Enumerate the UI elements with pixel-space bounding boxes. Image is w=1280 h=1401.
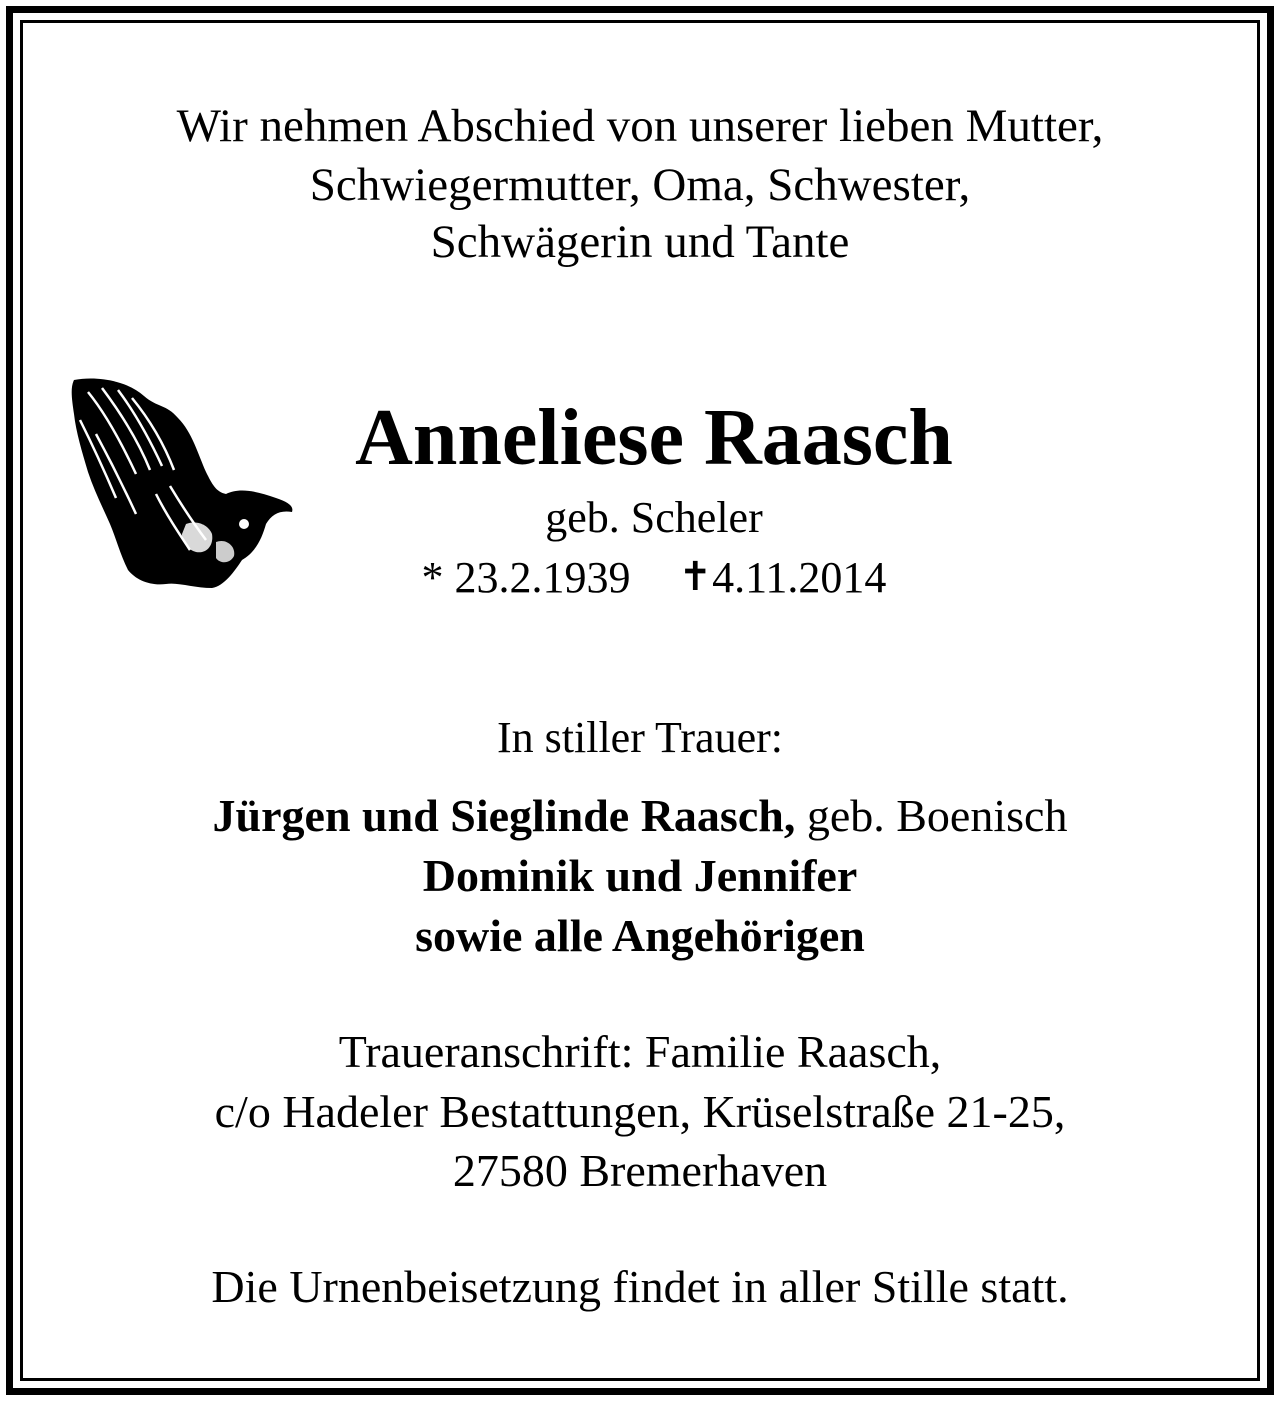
- intro-line-1: Wir nehmen Abschied von unserer lieben Mutter,: [176, 100, 1104, 152]
- maiden-name: geb. Scheler: [545, 493, 763, 542]
- intro-line-3: Schwägerin und Tante: [430, 216, 850, 268]
- mourners-line-2: [0, 850, 1280, 901]
- cross-icon: ✝: [678, 554, 713, 599]
- deceased-name: Anneliese Raasch: [355, 394, 953, 482]
- mourners-relatives: sowie alle Angehörigen: [415, 910, 865, 961]
- mourners-maiden-name: geb. Boenisch: [806, 790, 1068, 841]
- mourners-line-1: [0, 790, 1280, 841]
- mourning-heading: In stiller Trauer:: [497, 713, 783, 762]
- life-dates: [14, 553, 1280, 602]
- closing-note: Die Urnenbeisetzung findet in aller Stille statt.: [211, 1261, 1069, 1312]
- address-line-3: 27580 Bremerhaven: [452, 1145, 828, 1196]
- mourners-line-3: [0, 910, 1280, 961]
- birth-date: * 23.2.1939: [421, 553, 631, 602]
- address-line-2: c/o Hadeler Bestattungen, Krüselstraße 21-25,: [214, 1086, 1066, 1137]
- death-date: 4.11.2014: [712, 553, 887, 602]
- intro-line-2: Schwiegermutter, Oma, Schwester,: [309, 159, 971, 211]
- mourners-grandchildren: Dominik und Jennifer: [422, 850, 858, 901]
- address-line-1: Traueranschrift: Familie Raasch,: [338, 1026, 942, 1077]
- mourners-names: Jürgen und Sieglinde Raasch,: [212, 790, 796, 841]
